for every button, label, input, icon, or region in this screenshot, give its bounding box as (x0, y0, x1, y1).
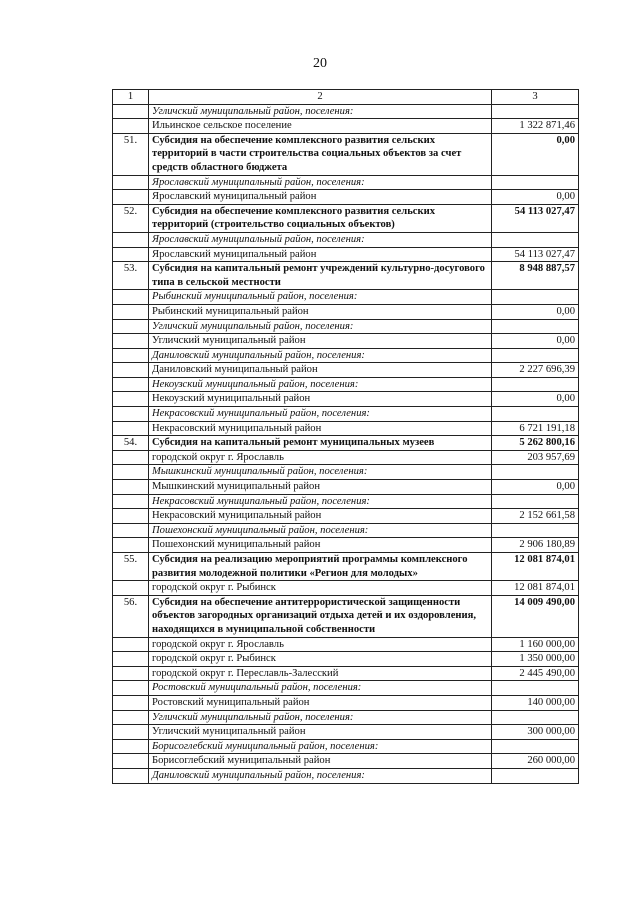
table-row (113, 247, 579, 262)
recipient-name-cell: городской округ г. Рыбинск (149, 652, 492, 667)
table-row (113, 553, 579, 581)
amount-cell: 54 113 027,47 (492, 204, 579, 232)
row-number-cell (113, 768, 149, 783)
amount-cell: 0,00 (492, 480, 579, 495)
table-row (113, 695, 579, 710)
amount-cell: 2 906 180,89 (492, 538, 579, 553)
row-number-cell (113, 695, 149, 710)
recipient-name-cell: городской округ г. Ярославль (149, 450, 492, 465)
subsidy-table (112, 89, 579, 784)
row-number-cell (113, 348, 149, 363)
district-group-label: Мышкинский муниципальный район, поселения: (149, 465, 492, 480)
table-row (113, 652, 579, 667)
recipient-name-cell: Борисоглебский муниципальный район (149, 754, 492, 769)
recipient-name-cell: Пошехонский муниципальный район (149, 538, 492, 553)
amount-cell: 2 152 661,58 (492, 509, 579, 524)
table-row (113, 232, 579, 247)
amount-cell (492, 523, 579, 538)
recipient-name-cell: Ярославский муниципальный район (149, 190, 492, 205)
amount-cell: 0,00 (492, 304, 579, 319)
amount-cell: 2 227 696,39 (492, 363, 579, 378)
district-group-label: Некрасовский муниципальный район, поселения: (149, 494, 492, 509)
row-number-cell (113, 581, 149, 596)
table-row (113, 725, 579, 740)
amount-cell: 12 081 874,01 (492, 581, 579, 596)
amount-cell (492, 377, 579, 392)
table-row (113, 104, 579, 119)
district-group-label: Даниловский муниципальный район, поселения: (149, 348, 492, 363)
header-col-1: 1 (113, 90, 149, 105)
row-number-cell (113, 465, 149, 480)
amount-cell: 8 948 887,57 (492, 262, 579, 290)
district-group-label: Некрасовский муниципальный район, поселения: (149, 407, 492, 422)
table-row (113, 523, 579, 538)
table-row (113, 509, 579, 524)
table-row (113, 637, 579, 652)
table-row (113, 754, 579, 769)
table-row (113, 334, 579, 349)
row-number-cell (113, 480, 149, 495)
amount-cell (492, 465, 579, 480)
table-row (113, 480, 579, 495)
amount-cell: 0,00 (492, 392, 579, 407)
recipient-name-cell: Угличский муниципальный район (149, 334, 492, 349)
row-number-cell (113, 652, 149, 667)
recipient-name-cell: Даниловский муниципальный район (149, 363, 492, 378)
amount-cell: 260 000,00 (492, 754, 579, 769)
table-row (113, 348, 579, 363)
row-number-cell: 53. (113, 262, 149, 290)
amount-cell: 12 081 874,01 (492, 553, 579, 581)
recipient-name-cell: Ильинское сельское поселение (149, 119, 492, 134)
row-number-cell: 56. (113, 595, 149, 637)
amount-cell (492, 104, 579, 119)
table-row (113, 595, 579, 637)
amount-cell (492, 710, 579, 725)
header-col-3: 3 (492, 90, 579, 105)
amount-cell (492, 407, 579, 422)
row-number-cell (113, 509, 149, 524)
amount-cell: 0,00 (492, 334, 579, 349)
subsidy-title-cell: Субсидия на реализацию мероприятий программы комплексного развития молодежной политики «Регион для молодых» (149, 553, 492, 581)
row-number-cell (113, 739, 149, 754)
amount-cell: 5 262 800,16 (492, 436, 579, 451)
amount-cell: 300 000,00 (492, 725, 579, 740)
amount-cell: 1 322 871,46 (492, 119, 579, 134)
table-row (113, 119, 579, 134)
recipient-name-cell: Некрасовский муниципальный район (149, 421, 492, 436)
table-row (113, 204, 579, 232)
amount-cell (492, 175, 579, 190)
amount-cell (492, 290, 579, 305)
table-row (113, 304, 579, 319)
table-body (113, 90, 579, 784)
recipient-name-cell: Ярославский муниципальный район (149, 247, 492, 262)
table-row (113, 290, 579, 305)
district-group-label: Некоузский муниципальный район, поселения: (149, 377, 492, 392)
table-row (113, 190, 579, 205)
row-number-cell (113, 523, 149, 538)
recipient-name-cell: Некрасовский муниципальный район (149, 509, 492, 524)
subsidy-title-cell: Субсидия на обеспечение комплексного развития сельских территорий (строительство социальных объектов) (149, 204, 492, 232)
subsidy-title-cell: Субсидия на капитальный ремонт учреждений культурно-досугового типа в сельской местности (149, 262, 492, 290)
table-row (113, 262, 579, 290)
row-number-cell (113, 175, 149, 190)
district-group-label: Ярославский муниципальный район, поселения: (149, 175, 492, 190)
district-group-label: Борисоглебский муниципальный район, поселения: (149, 739, 492, 754)
table-row (113, 710, 579, 725)
table-header-row (113, 90, 579, 105)
table-row (113, 175, 579, 190)
table-row (113, 666, 579, 681)
table-row (113, 133, 579, 175)
row-number-cell: 54. (113, 436, 149, 451)
table-row (113, 494, 579, 509)
amount-cell: 0,00 (492, 190, 579, 205)
amount-cell: 0,00 (492, 133, 579, 175)
recipient-name-cell: городской округ г. Переславль-Залесский (149, 666, 492, 681)
district-group-label: Угличский муниципальный район, поселения: (149, 319, 492, 334)
subsidy-title-cell: Субсидия на обеспечение антитеррористической защищенности объектов загородных организаций отдыха детей и их оздоровления, находящихся в муниципальной собственности (149, 595, 492, 637)
row-number-cell (113, 377, 149, 392)
table-row (113, 768, 579, 783)
amount-cell: 14 009 490,00 (492, 595, 579, 637)
amount-cell (492, 319, 579, 334)
amount-cell: 140 000,00 (492, 695, 579, 710)
row-number-cell (113, 710, 149, 725)
header-col-2: 2 (149, 90, 492, 105)
amount-cell (492, 494, 579, 509)
district-group-label: Угличский муниципальный район, поселения: (149, 710, 492, 725)
table-row (113, 377, 579, 392)
table-row (113, 465, 579, 480)
recipient-name-cell: городской округ г. Рыбинск (149, 581, 492, 596)
row-number-cell (113, 538, 149, 553)
row-number-cell (113, 104, 149, 119)
amount-cell (492, 739, 579, 754)
amount-cell (492, 348, 579, 363)
row-number-cell (113, 681, 149, 696)
row-number-cell: 51. (113, 133, 149, 175)
row-number-cell (113, 421, 149, 436)
amount-cell: 2 445 490,00 (492, 666, 579, 681)
recipient-name-cell: Мышкинский муниципальный район (149, 480, 492, 495)
row-number-cell (113, 407, 149, 422)
subsidy-title-cell: Субсидия на обеспечение комплексного развития сельских территорий в части строительства социальных объектов за счет средств областного бюджета (149, 133, 492, 175)
subsidy-title-cell: Субсидия на капитальный ремонт муниципальных музеев (149, 436, 492, 451)
district-group-label: Даниловский муниципальный район, поселения: (149, 768, 492, 783)
recipient-name-cell: Рыбинский муниципальный район (149, 304, 492, 319)
row-number-cell (113, 450, 149, 465)
table-row (113, 436, 579, 451)
row-number-cell (113, 232, 149, 247)
row-number-cell (113, 363, 149, 378)
table-row (113, 363, 579, 378)
recipient-name-cell: Некоузский муниципальный район (149, 392, 492, 407)
row-number-cell (113, 334, 149, 349)
table-row (113, 681, 579, 696)
page-number: 20 (313, 56, 327, 71)
amount-cell: 6 721 191,18 (492, 421, 579, 436)
row-number-cell (113, 494, 149, 509)
amount-cell (492, 681, 579, 696)
district-group-label: Пошехонский муниципальный район, поселения: (149, 523, 492, 538)
amount-cell: 1 160 000,00 (492, 637, 579, 652)
district-group-label: Ярославский муниципальный район, поселения: (149, 232, 492, 247)
district-group-label: Ростовский муниципальный район, поселения: (149, 681, 492, 696)
amount-cell: 1 350 000,00 (492, 652, 579, 667)
row-number-cell (113, 247, 149, 262)
table-row (113, 421, 579, 436)
row-number-cell (113, 119, 149, 134)
row-number-cell (113, 392, 149, 407)
table-row (113, 319, 579, 334)
district-group-label: Рыбинский муниципальный район, поселения: (149, 290, 492, 305)
table-row (113, 538, 579, 553)
table-row (113, 450, 579, 465)
table-row (113, 407, 579, 422)
row-number-cell (113, 190, 149, 205)
row-number-cell (113, 304, 149, 319)
table-row (113, 581, 579, 596)
amount-cell: 203 957,69 (492, 450, 579, 465)
row-number-cell: 55. (113, 553, 149, 581)
row-number-cell (113, 319, 149, 334)
recipient-name-cell: Ростовский муниципальный район (149, 695, 492, 710)
district-group-label: Угличский муниципальный район, поселения: (149, 104, 492, 119)
row-number-cell (113, 666, 149, 681)
row-number-cell (113, 637, 149, 652)
amount-cell (492, 232, 579, 247)
row-number-cell (113, 754, 149, 769)
row-number-cell: 52. (113, 204, 149, 232)
recipient-name-cell: Угличский муниципальный район (149, 725, 492, 740)
amount-cell: 54 113 027,47 (492, 247, 579, 262)
row-number-cell (113, 290, 149, 305)
table-row (113, 392, 579, 407)
table-row (113, 739, 579, 754)
row-number-cell (113, 725, 149, 740)
recipient-name-cell: городской округ г. Ярославль (149, 637, 492, 652)
amount-cell (492, 768, 579, 783)
